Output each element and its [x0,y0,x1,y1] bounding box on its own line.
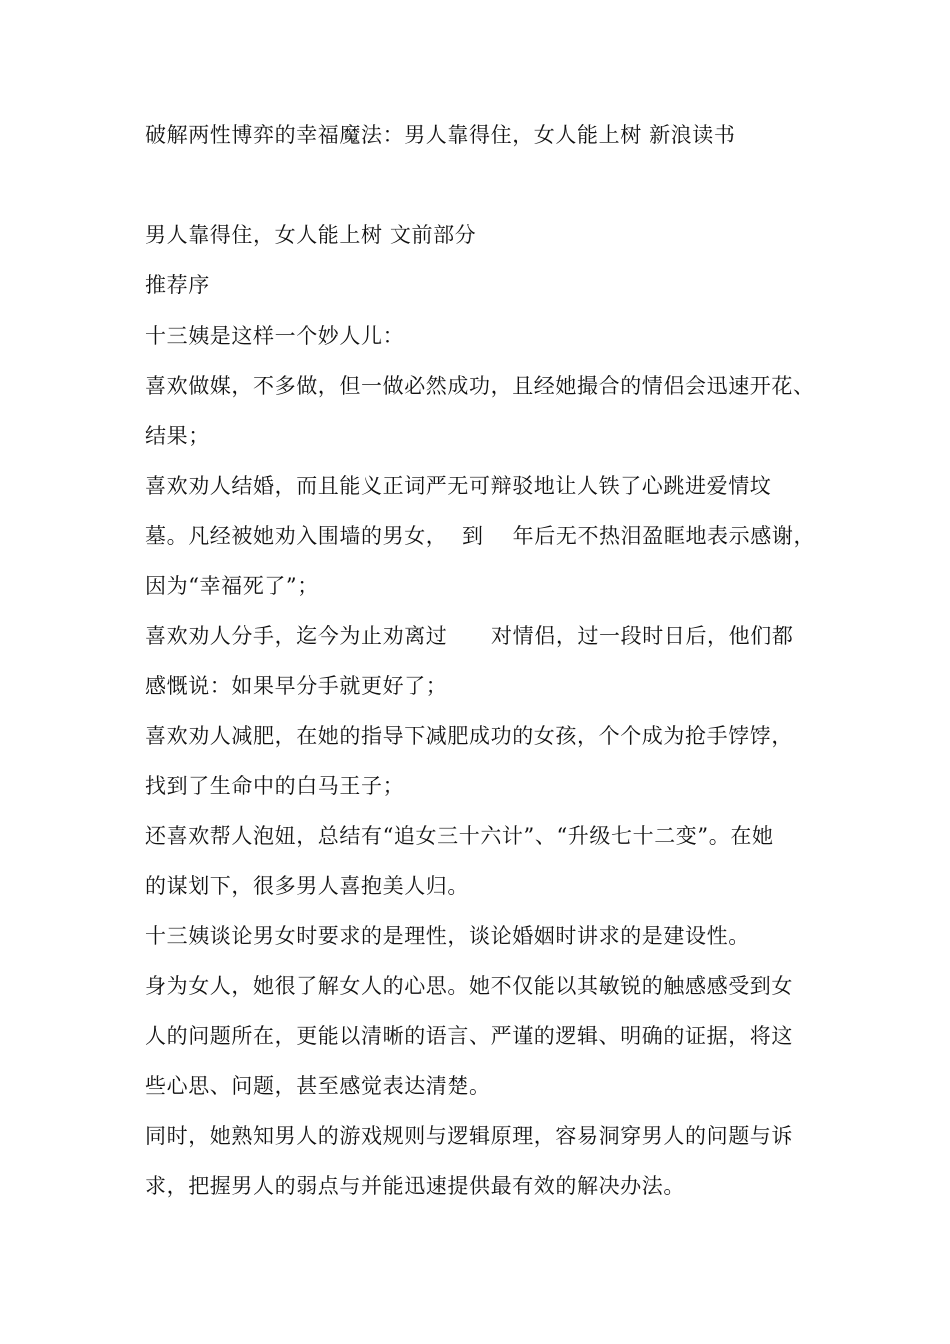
body-line: 喜欢劝人结婚，而且能义正词严无可辩驳地让人铁了心跳进爱情坟 [145,474,772,498]
body-line: 找到了生命中的白马王子； [145,774,405,798]
body-line: 墓。凡经被她劝入围墙的男女， 到 年后无不热泪盈眶地表示感谢， [145,524,816,548]
body-line: 些心思、问题，甚至感觉表达清楚。 [145,1074,491,1098]
body-line: 十三姨是这样一个妙人儿： [145,324,405,348]
body-line: 人的问题所在，更能以清晰的语言、严谨的逻辑、明确的证据，将这 [145,1024,793,1048]
body-line: 喜欢劝人减肥，在她的指导下减肥成功的女孩，个个成为抢手饽饽， [145,724,793,748]
body-line: 还喜欢帮人泡妞，总结有“追女三十六计”、“升级七十二变”。在她 [145,824,774,848]
body-line: 结果； [145,424,210,448]
body-line: 同时，她熟知男人的游戏规则与逻辑原理，容易洞穿男人的问题与诉 [145,1124,793,1148]
document-title: 破解两性博弈的幸福魔法：男人靠得住，女人能上树 新浪读书 [145,123,736,147]
body-line: 求，把握男人的弱点与并能迅速提供最有效的解决办法。 [145,1174,685,1198]
body-line: 感慨说：如果早分手就更好了； [145,674,448,698]
body-line: 因为“幸福死了”； [145,574,319,598]
body-line: 喜欢做媒，不多做，但一做必然成功，且经她撮合的情侣会迅速开花、 [145,374,815,398]
body-line: 的谋划下，很多男人喜抱美人归。 [145,874,469,898]
preface-heading: 推荐序 [145,273,210,297]
body-line: 十三姨谈论男女时要求的是理性，谈论婚姻时讲求的是建设性。 [145,924,750,948]
section-heading: 男人靠得住，女人能上树 文前部分 [145,223,477,247]
body-line: 喜欢劝人分手，迄今为止劝离过 对情侣，过一段时日后，他们都 [145,624,794,648]
body-line: 身为女人，她很了解女人的心思。她不仅能以其敏锐的触感感受到女 [145,974,793,998]
